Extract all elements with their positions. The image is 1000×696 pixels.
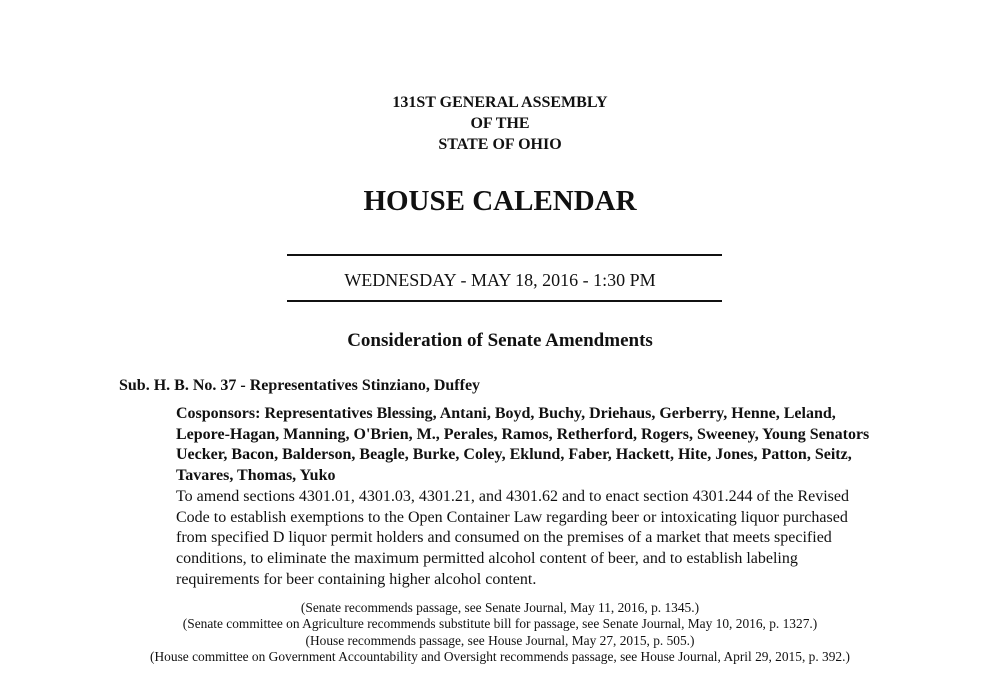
bill-cosponsors: Cosponsors: Representatives Blessing, Antani, Boyd, Buchy, Driehaus, Gerberry, Henne, Leland, Lepore-Hagan, Manning, O'Brien, M., Perales, Ramos, Retherford, Rogers, Sweeney, Young Senators Uecker, Bacon, Balderson, Beagle, Burke, Coley, Eklund, Faber, Hackett, Hite, Jones, Patton, Seitz, Tavares, Thomas, Yuko (176, 405, 870, 485)
assembly-header (0, 92, 1000, 155)
assembly-line-2: OF THE (470, 115, 530, 132)
bill-body (176, 404, 876, 590)
section-heading: Consideration of Senate Amendments (347, 330, 653, 351)
bottom-divider (287, 300, 722, 302)
top-divider (287, 254, 722, 256)
page-title: HOUSE CALENDAR (363, 185, 637, 217)
assembly-line-1: 131ST GENERAL ASSEMBLY (392, 94, 608, 111)
history-entry: (Senate recommends passage, see Senate Journal, May 11, 2016, p. 1345.) (300, 600, 700, 615)
bill-heading: Sub. H. B. No. 37 - Representatives Stinziano, Duffey (119, 377, 481, 394)
history-entry: (House committee on Government Accountability and Oversight recommends passage, see House Journal, April 29, 2015, p. 392.) (150, 649, 850, 665)
session-date: WEDNESDAY - MAY 18, 2016 - 1:30 PM (344, 270, 656, 290)
bill-history (100, 600, 900, 666)
history-entry: (House recommends passage, see House Journal, May 27, 2015, p. 505.) (305, 632, 695, 648)
bill-title-text: To amend sections 4301.01, 4301.03, 4301.21, and 4301.62 and to enact section 4301.244 of the Revised Code to establish exemptions to the Open Container Law regarding beer or intoxicating liquor purchased from specified D liquor permit holders and consumed on the premises of a market that meets specified conditions, to eliminate the maximum permitted alcohol content of beer, and to establish labeling requirements for beer containing higher alcohol content. (176, 487, 849, 588)
history-entry: (Senate committee on Agriculture recommends substitute bill for passage, see Senate Journal, May 10, 2016, p. 1327.) (182, 616, 818, 632)
assembly-line-3: STATE OF OHIO (438, 136, 562, 153)
